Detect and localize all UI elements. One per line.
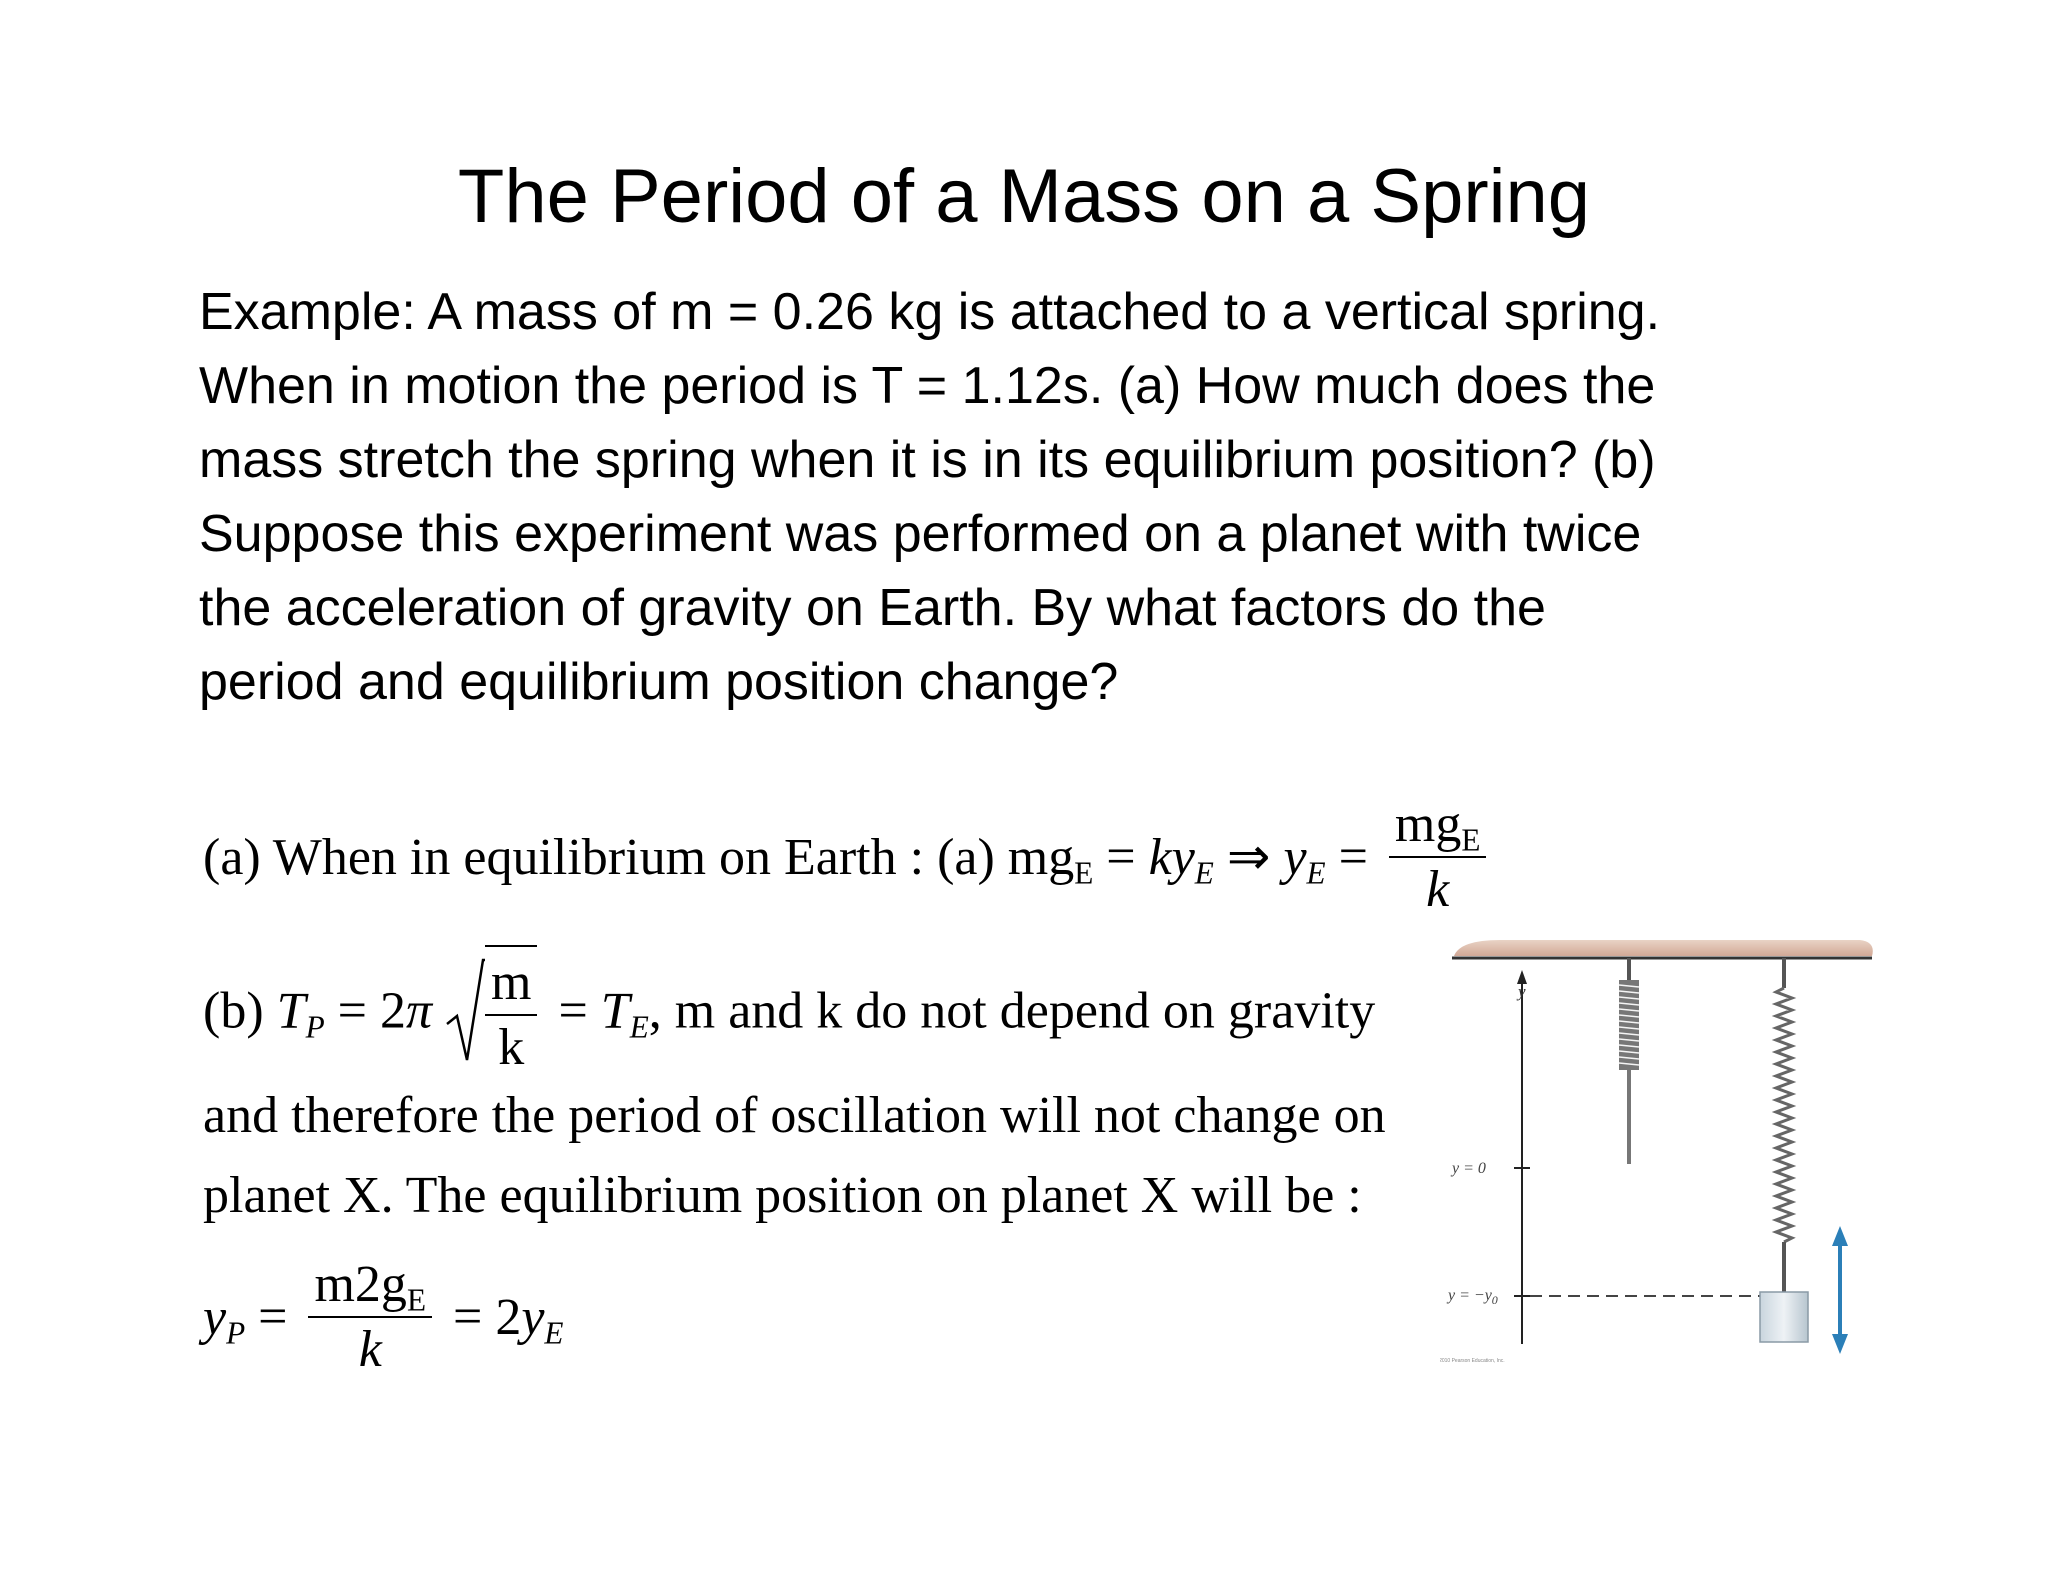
slide-title: The Period of a Mass on a Spring — [457, 154, 1591, 239]
problem-line: Example: A mass of m = 0.26 kg is attached to a vertical spring. — [199, 283, 1661, 341]
problem-statement — [199, 275, 1839, 719]
oscillation-arrow-icon — [1832, 1226, 1848, 1354]
problem-line: period and equilibrium position change? — [199, 653, 1119, 711]
fraction-mgE-over-k: $\frac{mg_E}{k}$ — [1389, 795, 1487, 919]
equation-b: (b) $T_P = 2\pi$ $\frac{m}{k}$ = $T_E$, m and k do not depend on gravity — [203, 945, 1375, 1077]
problem-line: When in motion the period is T = 1.12s. (a) How much does the — [199, 357, 1656, 415]
hanging-mass — [1760, 1292, 1808, 1342]
fraction-m-over-k: $\frac{m}{k}$ — [485, 945, 537, 1077]
equation-yp: $y_P$ = $\frac{m2g_E}{k}$ = $2y_E$ — [203, 1256, 564, 1378]
spring-diagram — [1440, 930, 1900, 1375]
label-y-equals-0: y = 0 — [1452, 1160, 1486, 1177]
unstretched-spring — [1619, 958, 1639, 1164]
problem-line: mass stretch the spring when it is in its equilibrium position? (b) — [199, 431, 1656, 489]
problem-line: Suppose this experiment was performed on a planet with twice — [199, 505, 1642, 563]
ceiling-support — [1454, 940, 1873, 956]
label-y-equals-neg-y0: $y = -y_0$ — [1448, 1287, 1498, 1307]
solution-line-3: and therefore the period of oscillation will not change on — [203, 1087, 1386, 1144]
stretched-spring — [1776, 958, 1792, 1292]
fraction-m2gE-over-k: $\frac{m2g_E}{k}$ — [308, 1255, 432, 1379]
square-root-sign — [445, 956, 485, 1066]
equation-a-text: (a) When in equilibrium on Earth : (a) $mg_E$ — [203, 828, 1094, 890]
equation-a: (a) When in equilibrium on Earth : (a) $mg_E = ky_E$ ⇒ $y_E$ = $\frac{mg_E}{k}$ — [203, 795, 1494, 919]
copyright-notice: © 2010 Pearson Education, Inc. — [1440, 1358, 1505, 1364]
solution-line-4: planet X. The equilibrium position on planet X will be : — [203, 1167, 1362, 1224]
problem-line: the acceleration of gravity on Earth. By what factors do the — [199, 579, 1546, 637]
y-axis-label: y — [1518, 982, 1526, 1001]
